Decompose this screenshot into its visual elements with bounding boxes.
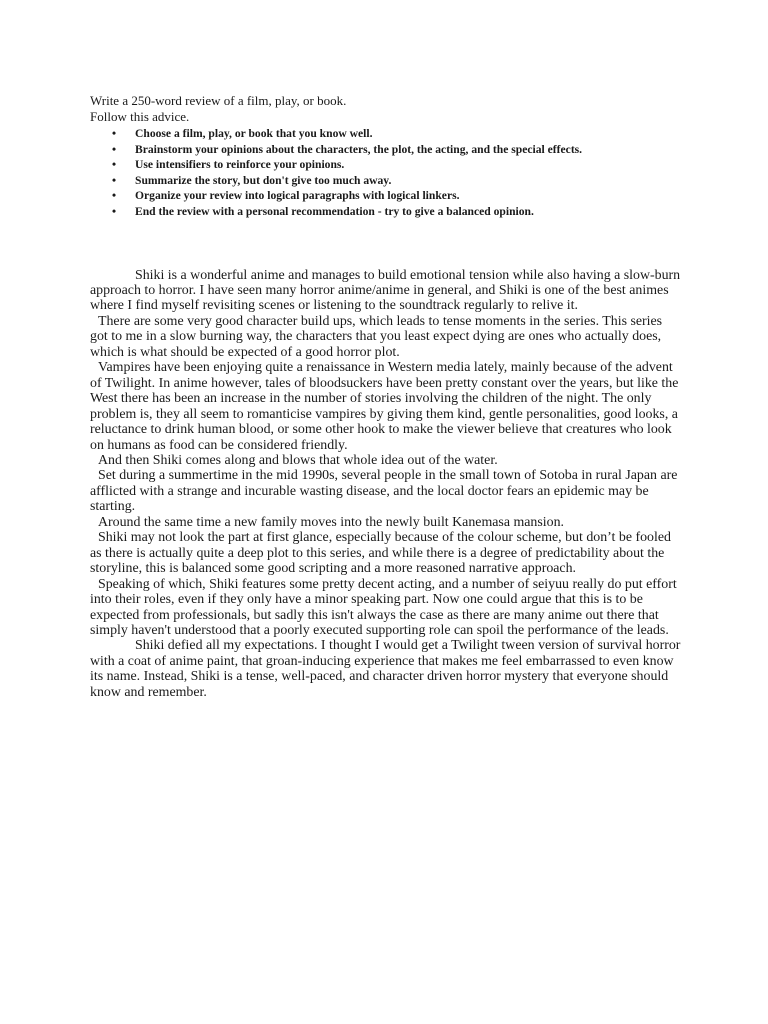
review-paragraph: Shiki is a wonderful anime and manages to build emotional tension while also having a slow-burn approach to horror. I have seen many horror anime/anime in general, and Shiki is one of the best animes where I find myself revisiting scenes or listening to the soundtrack regularly to relive it. xyxy=(90,267,681,314)
bullet-icon: • xyxy=(112,158,117,172)
review-paragraph: And then Shiki comes along and blows that whole idea out of the water. xyxy=(98,453,498,468)
advice-item xyxy=(90,142,682,158)
advice-item xyxy=(90,188,682,204)
review-paragraph: Shiki defied all my expectations. I thought I would get a Twilight tween version of survival horror with a coat of anime paint, that groan-inducing experience that makes me feel embarrassed to even know its name. Instead, Shiki is a tense, well-paced, and character driven horror mystery that everyone should know and remember. xyxy=(90,638,681,700)
review-paragraph: Around the same time a new family moves into the newly built Kanemasa mansion. xyxy=(98,514,565,530)
advice-item xyxy=(90,126,682,142)
bullet-icon: • xyxy=(112,173,117,187)
advice-item xyxy=(90,157,682,173)
advice-text: Summarize the story, but don't give too much away. xyxy=(135,173,392,187)
advice-text: Choose a film, play, or book that you know well. xyxy=(135,127,373,140)
review-paragraph: Vampires have been enjoying quite a renaissance in Western media lately, mainly because of the advent of Twilight. In anime however, tales of bloodsuckers have been pretty constant over the years, but like the West there has been an increase in the number of stories involving the children of the night. The only problem is, they all seem to romanticise vampires by giving them kind, gentle personalities, good looks, a reluctance to drink human blood, or some other hook to make the viewer believe that creatures who look on humans as food can be considered friendly. xyxy=(90,360,679,453)
advice-text: End the review with a personal recommendation - try to give a balanced opinion. xyxy=(135,204,534,218)
bullet-icon: • xyxy=(112,127,117,140)
advice-text: Brainstorm your opinions about the characters, the plot, the acting, and the special effects. xyxy=(135,142,583,156)
instruction-line-2: Follow this advice. xyxy=(90,108,190,124)
review-body xyxy=(90,268,682,701)
advice-list xyxy=(90,126,682,220)
bullet-icon: • xyxy=(112,189,117,203)
instruction-line-1: Write a 250-word review of a film, play, or book. xyxy=(90,93,347,108)
advice-item xyxy=(90,173,682,189)
review-paragraph: Speaking of which, Shiki features some pretty decent acting, and a number of seiyuu really do put effort into their roles, even if they only have a minor speaking part. Now one could argue that this is to be expected from professionals, but sadly this isn't always the case as there are many anime out there that simply haven't understood that a poorly executed supporting role can spoil the performance of the leads. xyxy=(90,576,677,638)
advice-item xyxy=(90,204,682,220)
review-paragraph: Set during a summertime in the mid 1990s, several people in the small town of Sotoba in rural Japan are afflicted with a strange and incurable wasting disease, and the local doctor fears an epidemic may be starting. xyxy=(90,468,678,515)
review-paragraph: Shiki may not look the part at first glance, especially because of the colour scheme, but don’t be fooled as there is actually quite a deep plot to this series, and while there is a degree of predictability about the storyline, this is balanced some good scripting and a more reasoned narrative approach. xyxy=(90,530,671,577)
bullet-icon: • xyxy=(112,204,117,218)
document-page xyxy=(90,93,682,700)
advice-text: Use intensifiers to reinforce your opinions. xyxy=(135,158,345,172)
review-paragraph: There are some very good character build ups, which leads to tense moments in the series. This series got to me in a slow burning way, the characters that you least expect dying are ones who actually does, which is what should be expected of a good horror plot. xyxy=(90,313,663,360)
bullet-icon: • xyxy=(112,142,117,156)
advice-text: Organize your review into logical paragraphs with logical linkers. xyxy=(135,189,460,203)
